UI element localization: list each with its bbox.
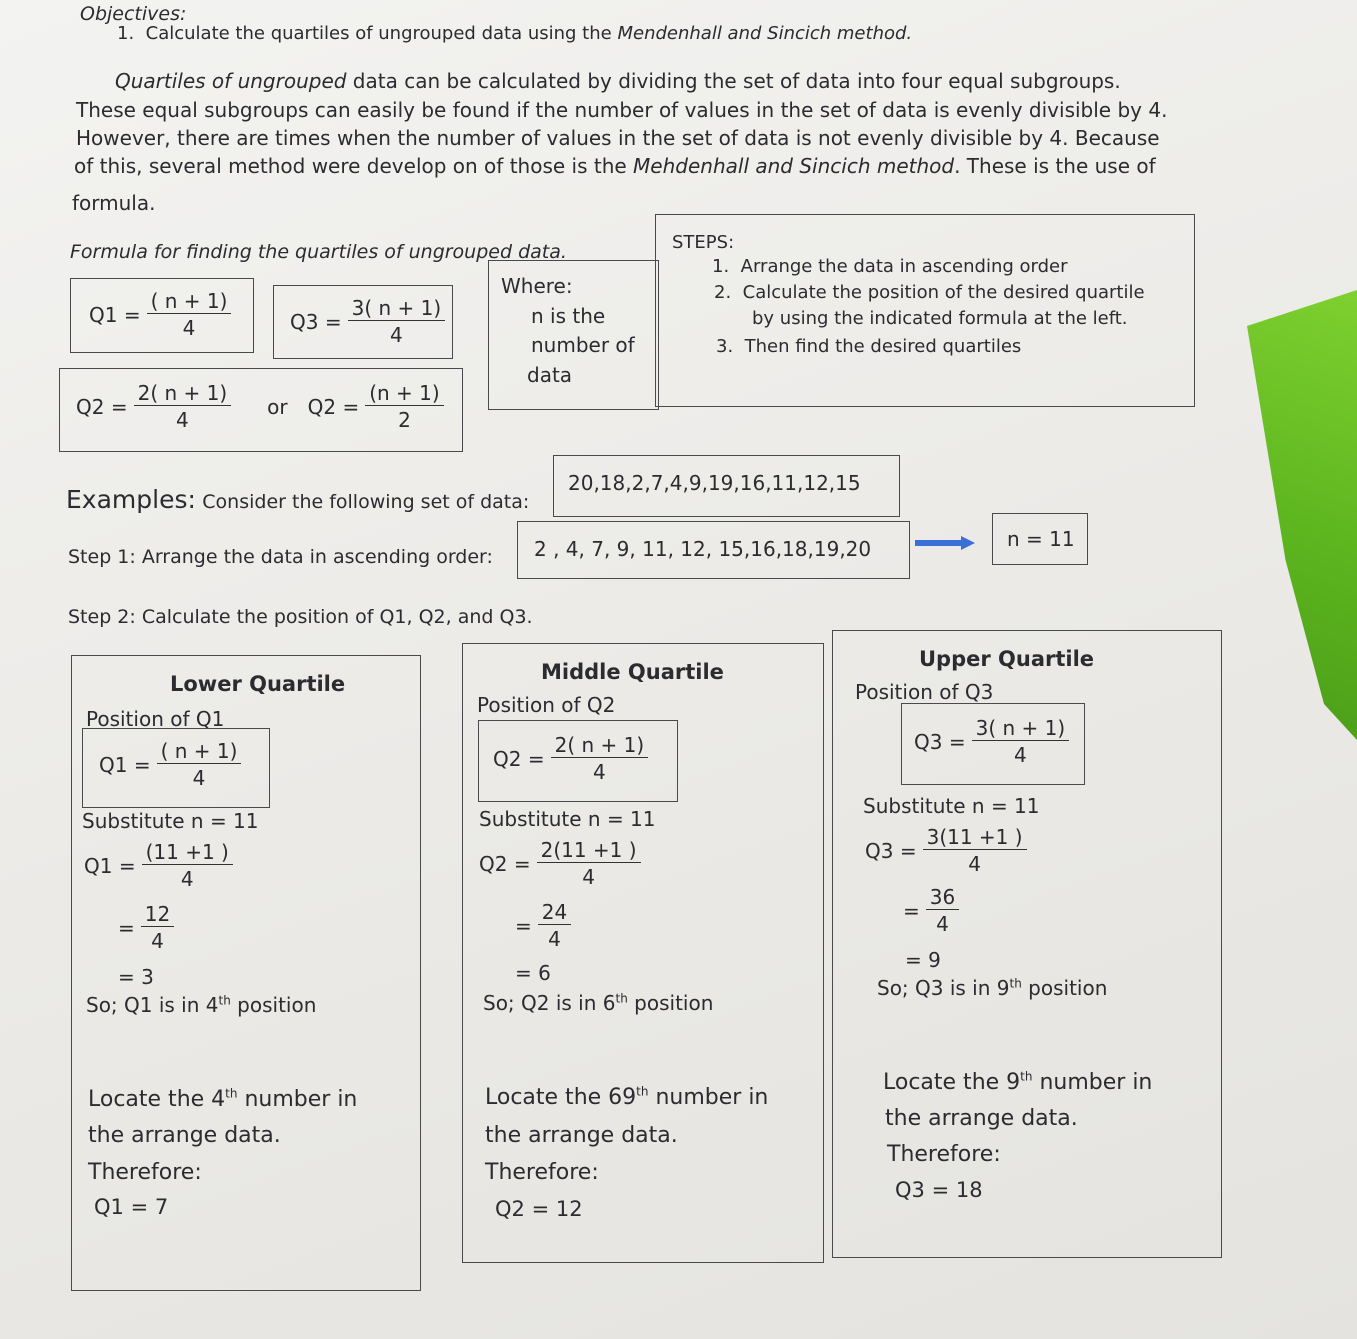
statement-text: number in [648,1085,769,1110]
n-value: n = 11 [1007,527,1075,551]
or-label: or [267,394,288,419]
formula-lhs: Q1 = [89,302,141,327]
objective-method: Mendenhall and Sincich method. [617,23,913,44]
step-item-2 [714,281,1145,304]
step-text-continued: by using the indicated formula at the left. [752,308,1128,329]
formula-lhs: Q3 = [914,729,966,754]
statement-text: position [230,993,317,1017]
intro-line-3: However, there are times when the number of values in the set of data is not evenly divisible by 4. Because [76,126,1160,150]
intro-line-5: formula. [72,191,156,215]
denominator: 4 [182,316,196,340]
where-line: data [527,363,573,387]
formula-lhs: Q2 = [307,394,360,419]
numerator: ( n + 1) [147,289,232,314]
locate-statement [88,1086,357,1115]
numerator: 36 [926,885,959,910]
statement-text: number in [237,1087,358,1112]
denominator: 4 [151,929,164,953]
substitution [84,840,233,891]
where-box [488,260,659,410]
sorted-data: 2 , 4, 7, 9, 11, 12, 15,16,18,19,20 [534,537,872,561]
position-statement [86,992,316,1018]
position-statement [877,975,1107,1001]
fraction [538,900,571,951]
formula-lhs: Q2 = [493,746,545,771]
substitute-label: Substitute n = 11 [863,794,1040,818]
q2-formula-box [59,368,463,452]
lower-quartile-panel [71,655,421,1291]
numerator: 2( n + 1) [551,733,649,758]
intro-text: data can be calculated by dividing the set of data into four equal subgroups. [346,69,1121,93]
ordinal-suffix: th [218,993,231,1008]
step-item-1 [712,255,1068,278]
result-step-2: = 6 [515,961,551,985]
numerator: 3(11 +1 ) [923,825,1027,850]
n-value-box [992,513,1088,565]
locate-statement-continued: the arrange data. [485,1123,678,1148]
result-step-1 [903,885,959,936]
statement-text: So; Q3 is in 9 [877,976,1010,1000]
step-number: 1. [712,256,730,277]
where-title: Where: [501,274,573,298]
where-line: number of [531,333,635,357]
objective-text: Calculate the quartiles of ungrouped data using the [145,23,612,44]
examples-line [66,484,529,517]
denominator: 4 [192,766,206,790]
statement-text: position [1021,976,1108,1000]
denominator: 4 [180,867,194,891]
equals: = [903,898,920,923]
fraction [348,296,446,347]
step-number: 3. [716,336,734,357]
formula [914,716,1069,767]
numerator: (11 +1 ) [142,840,233,865]
answer: Q2 = 12 [495,1197,583,1221]
intro-text: . These is the use of [954,154,1156,178]
formula [99,739,241,790]
right-arrow-icon [915,536,975,550]
panel-title: Middle Quartile [541,660,724,684]
step2-label: Step 2: Calculate the position of Q1, Q2, and Q3. [68,606,533,628]
numerator: 2(11 +1 ) [537,838,641,863]
formula-box [901,703,1085,785]
numerator: 24 [538,900,571,925]
numerator: 2( n + 1) [134,381,232,406]
position-label: Position of Q2 [477,693,616,717]
substitute-label: Substitute n = 11 [479,807,656,831]
answer: Q1 = 7 [94,1195,169,1219]
denominator: 4 [593,760,606,784]
raw-data: 20,18,2,7,4,9,19,16,11,12,15 [568,471,861,495]
numerator: (n + 1) [365,381,443,406]
statement-text: Locate the 69 [485,1085,637,1110]
denominator: 4 [582,865,595,889]
q1-formula [89,289,231,340]
fraction [537,838,641,889]
locate-statement [485,1084,768,1113]
raw-data-box [553,455,900,517]
intro-method: Mehdenhall and Sincich method [633,154,955,178]
equals: = [515,913,532,938]
denominator: 4 [548,927,561,951]
denominator: 4 [1014,743,1027,767]
formula-lhs: Q2 = [479,851,531,876]
steps-box [655,214,1195,407]
fraction [134,381,232,432]
locate-statement [883,1069,1152,1098]
therefore-label: Therefore: [887,1142,1001,1167]
substitute-label: Substitute n = 11 [82,809,259,833]
result-step-1 [118,902,174,953]
formula-lhs: Q1 = [99,752,151,777]
intro-line-1 [115,68,1121,94]
fraction [147,289,232,340]
position-label: Position of Q1 [86,707,225,731]
denominator: 4 [936,912,949,936]
statement-text: So; Q2 is in 6 [483,991,616,1015]
denominator: 4 [968,852,981,876]
result-step-2: = 9 [905,948,941,972]
denominator: 2 [398,408,411,432]
locate-statement-continued: the arrange data. [885,1106,1078,1131]
panel-title: Upper Quartile [919,647,1095,671]
position-label: Position of Q3 [855,680,994,704]
result-step-2: = 3 [118,965,154,989]
step-item-3 [716,335,1021,358]
ordinal-suffix: th [636,1084,649,1099]
statement-text: position [627,991,714,1015]
ordinal-suffix: th [1020,1069,1033,1084]
formula-lhs: Q3 = [290,309,342,334]
objective-number: 1. [117,23,135,44]
numerator: 3( n + 1) [348,296,446,321]
substitution [865,825,1027,876]
q2-formula [76,381,444,432]
middle-quartile-panel [462,643,824,1263]
ordinal-suffix: th [1009,976,1022,991]
therefore-label: Therefore: [88,1160,202,1185]
formula-heading: Formula for finding the quartiles of ungrouped data. [70,241,567,263]
equals: = [118,915,135,940]
fraction [926,885,959,936]
green-background-edge [1247,290,1357,740]
denominator: 4 [176,408,189,432]
ordinal-suffix: th [225,1086,238,1101]
fraction [923,825,1027,876]
fraction [551,733,649,784]
formula [493,733,648,784]
upper-quartile-panel [832,630,1222,1258]
formula-box [82,728,270,808]
substitution [479,838,641,889]
answer: Q3 = 18 [895,1178,983,1202]
numerator: ( n + 1) [157,739,242,764]
step-text: Arrange the data in ascending order [740,256,1068,277]
numerator: 3( n + 1) [972,716,1070,741]
where-line: n is the [531,304,606,328]
position-statement [483,990,713,1016]
intro-line-2: These equal subgroups can easily be found if the number of values in the set of data is evenly divisible by 4. [76,98,1168,122]
q3-formula-box [273,285,453,359]
step-text: Calculate the position of the desired quartile [742,282,1145,303]
objectives-heading: Objectives: [80,3,187,25]
fraction [142,840,233,891]
ordinal-suffix: th [615,991,628,1006]
fraction [972,716,1070,767]
statement-text: Locate the 9 [883,1070,1021,1095]
intro-text: of this, several method were develop on of those is the [74,154,634,178]
denominator: 4 [390,323,403,347]
formula-box [478,720,678,802]
intro-emphasis: Quartiles of ungrouped [115,69,347,93]
statement-text: So; Q1 is in 4 [86,993,219,1017]
examples-prompt: Consider the following set of data: [202,491,530,513]
step1-label: Step 1: Arrange the data in ascending order: [68,546,493,568]
result-step-1 [515,900,571,951]
fraction [157,739,242,790]
steps-heading: STEPS: [672,232,735,253]
formula-lhs: Q3 = [865,838,917,863]
q3-formula [290,296,445,347]
numerator: 12 [141,902,174,927]
fraction [141,902,174,953]
formula-lhs: Q2 = [76,394,128,419]
step-text: Then find the desired quartiles [744,336,1022,357]
sorted-data-box [517,521,910,579]
q1-formula-box [70,278,254,353]
panel-title: Lower Quartile [170,672,346,696]
intro-line-4 [74,153,1156,179]
examples-heading: Examples: [66,485,196,514]
formula-lhs: Q1 = [84,853,136,878]
statement-text: number in [1032,1070,1153,1095]
statement-text: Locate the 4 [88,1087,226,1112]
step-number: 2. [714,282,732,303]
objective-item [117,22,912,45]
fraction [365,381,443,432]
locate-statement-continued: the arrange data. [88,1123,281,1148]
therefore-label: Therefore: [485,1160,599,1185]
